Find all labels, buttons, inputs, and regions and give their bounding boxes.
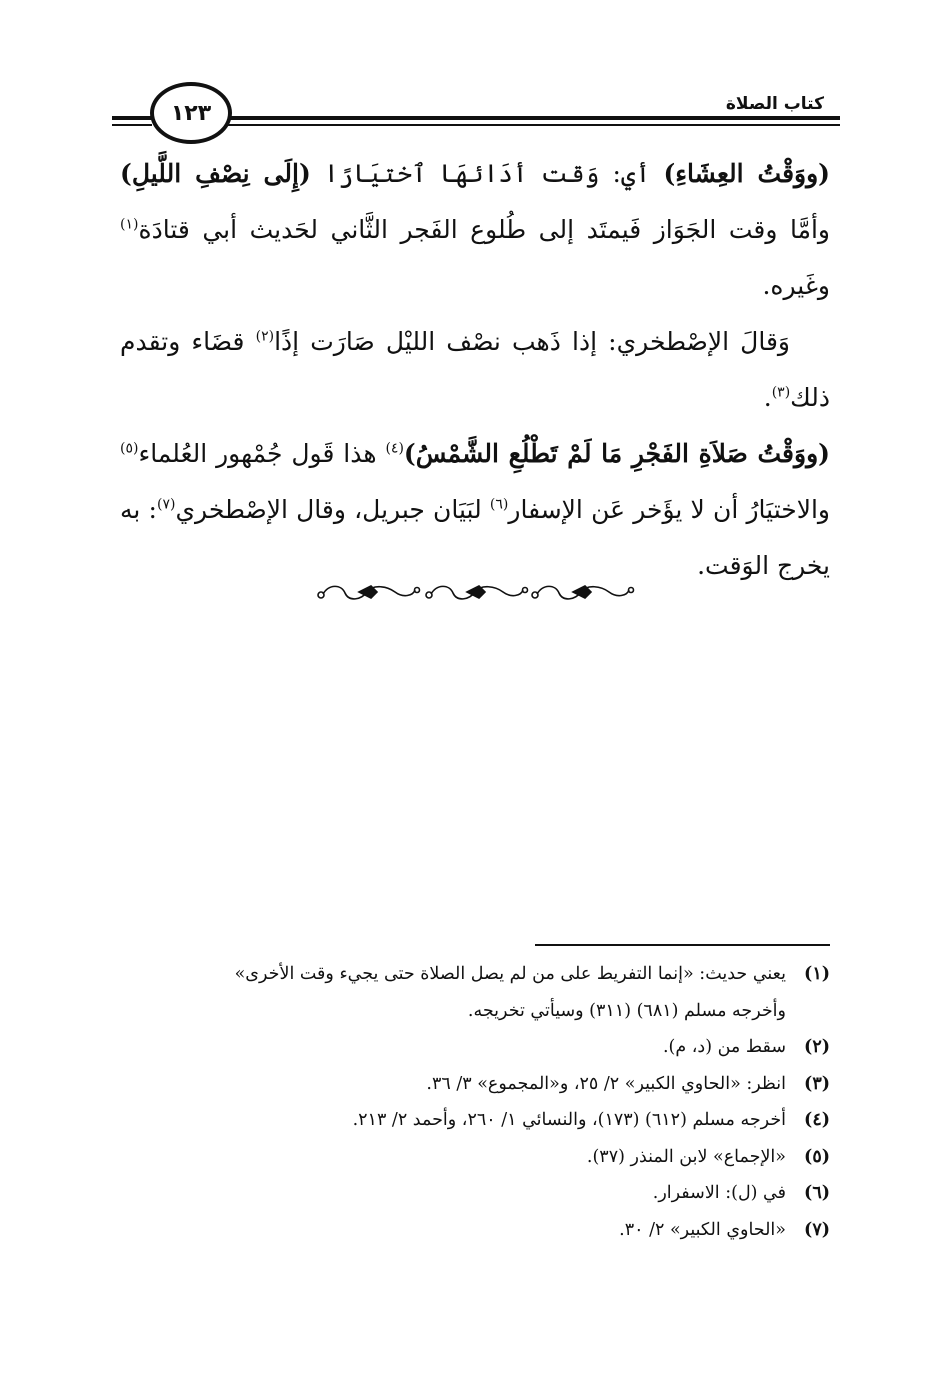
ornament-divider [315,578,635,608]
header-rule-right [226,116,840,120]
footnote-number: (٧) [804,1219,830,1240]
footnote [120,1212,830,1249]
footnote-ref[interactable]: (٤) [385,440,404,457]
header-rule-right-thin [226,124,840,126]
footnote-text: سقط من (د، م). [662,1037,786,1057]
footnote-ref[interactable]: (٥) [120,440,139,457]
header-rule-left-thin [112,124,152,126]
footnote-text: يعني حديث: «إنما التفريط على من لم يصل الصلاة حتى يجيء وقت الأخرى» [234,964,786,984]
footnote-ref[interactable]: (١) [120,216,139,233]
commentary-text: لبَيَان جبريل، وقال الإصْطخري [175,495,490,524]
footnote-number: (١) [804,964,830,984]
paragraph-1 [120,146,830,314]
page-number: ١٢٣ [170,100,212,126]
footnote [120,1139,830,1176]
footnote-ref[interactable]: (٢) [255,328,275,345]
commentary-text: وغَيره. [762,271,830,300]
footnote-text: وأخرجه مسلم (٦٨١) (٣١١) وسيأتي تخريجه. [467,1000,786,1021]
footnote-number: (٤) [804,1110,830,1130]
paragraph-3 [120,426,830,594]
footnote-text: أخرجه مسلم (٦١٢) (١٧٣)، والنسائي ١/ ٢٦٠، وأحمد ٢/ ٢١٣. [352,1110,786,1130]
ornament-motif [318,586,420,599]
commentary-text: قضَاء وتقدم ذلك [120,327,830,412]
footnote-ref[interactable]: (٦) [489,496,509,513]
footnote-number: (٦) [804,1183,830,1203]
running-title: كتاب الصلاة [720,94,830,114]
commentary-text: وأمَّا وقت الجَوَاز فَيمتَد إلى طُلوع الفَجر الثَّاني لحَديث أبي قتادَة [138,215,830,244]
footnote-text: في (ل): الاسفرار. [652,1183,786,1203]
footnote-number: (٣) [804,1073,830,1094]
commentary-text: والاختيَارُ أن لا يؤَخر عَن الإسفار [508,495,830,524]
footnote [120,1066,830,1103]
main-text [120,146,830,594]
paragraph-2 [120,314,830,426]
footnote-number: (٥) [804,1146,830,1167]
footnote-text: «الإجماع» لابن المنذر (٣٧). [586,1146,786,1167]
footnote-ref[interactable]: (٣) [771,384,791,401]
footnote [120,956,830,1029]
footnote-number: (٢) [804,1037,830,1057]
footnote [120,1029,830,1066]
matn-text: (ووَقْتُ صَلاَةِ الفَجْرِ مَا لَمْ تَطْلُعِ الشَّمْسُ) [403,439,830,468]
matn-text: (ووَقْتُ العِشَاءِ) [663,159,830,188]
footnote-text: «الحاوي الكبير» ٢/ ٣٠. [619,1219,786,1240]
commentary-text: . [763,383,772,412]
footnote [120,1102,830,1139]
ornament-motif [532,586,634,599]
ornament-motif [426,586,528,599]
commentary-text: وَقالَ الإصْطخري: إذا ذَهب نصْف الليْل صَارَت إذًا [274,327,790,356]
commentary-text: أي: وَقت أدَائهَا ٱختيَارًا [310,159,664,188]
commentary-text: هذا قَول جُمْهور العُلماء [138,439,386,468]
matn-text: (إِلَى نِصْفِ اللَّيلِ) [120,159,311,188]
footnote-text: انظر: «الحاوي الكبير» ٢/ ٢٥، و«المجموع» ٣/ ٣٦. [426,1073,786,1094]
header-rule-left [112,116,152,120]
commentary-text: : به يخرج الوَقت. [120,495,830,580]
page-number-badge [150,82,232,144]
footnotes [120,956,830,1248]
footnote-ref[interactable]: (٧) [156,496,176,513]
footnote-separator [535,944,830,946]
footnote [120,1175,830,1212]
